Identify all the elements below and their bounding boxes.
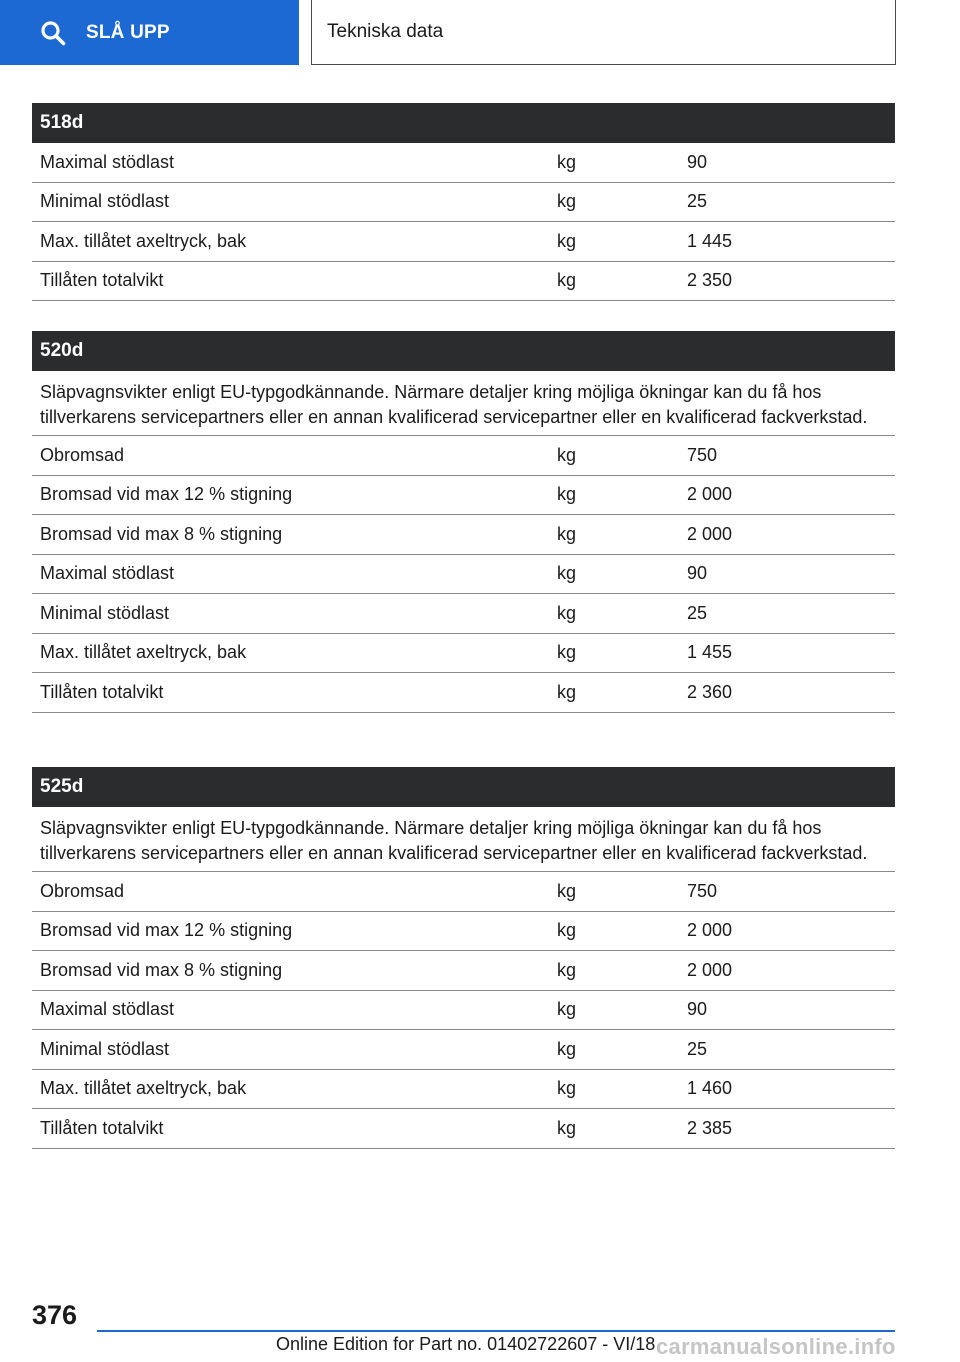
row-unit: kg xyxy=(557,920,577,941)
row-label: Max. tillåtet axeltryck, bak xyxy=(40,230,247,251)
row-label: Bromsad vid max 8 % stigning xyxy=(40,959,283,980)
table-row xyxy=(32,262,895,302)
table-row xyxy=(32,1109,895,1149)
row-value: 2 385 xyxy=(687,1117,733,1138)
row-label: Bromsad vid max 12 % stigning xyxy=(40,920,293,941)
row-unit: kg xyxy=(557,999,577,1020)
chapter-title: Tekniska data xyxy=(311,0,896,65)
row-unit: kg xyxy=(557,523,577,544)
row-value: 90 xyxy=(687,151,708,172)
row-label: Tillåten totalvikt xyxy=(40,1117,164,1138)
table-row xyxy=(32,1070,895,1110)
search-button-label: SLÅ UPP xyxy=(86,21,170,43)
table-row xyxy=(32,515,895,555)
table-row xyxy=(32,594,895,634)
table-row xyxy=(32,143,895,183)
row-label: Minimal stödlast xyxy=(40,602,170,623)
row-label: Minimal stödlast xyxy=(40,191,170,212)
row-unit: kg xyxy=(557,880,577,901)
row-label: Bromsad vid max 12 % stigning xyxy=(40,484,293,505)
row-value: 1 445 xyxy=(687,230,733,251)
row-value: 2 360 xyxy=(687,681,733,702)
row-label: Max. tillåtet axeltryck, bak xyxy=(40,642,247,663)
row-label: Max. tillåtet axeltryck, bak xyxy=(40,1078,247,1099)
section-heading: 520d xyxy=(32,331,895,371)
page-number: 376 xyxy=(32,1300,78,1330)
row-unit: kg xyxy=(557,230,577,251)
row-unit: kg xyxy=(557,1038,577,1059)
row-label: Bromsad vid max 8 % stigning xyxy=(40,523,283,544)
table-row xyxy=(32,872,895,912)
row-label: Tillåten totalvikt xyxy=(40,681,164,702)
watermark: carmanualsonline.info xyxy=(656,1334,896,1359)
row-unit: kg xyxy=(557,602,577,623)
row-unit: kg xyxy=(557,1117,577,1138)
footer-edition-text: Online Edition for Part no. 01402722607 - VI/18 xyxy=(276,1334,656,1354)
footer-divider xyxy=(97,1330,895,1332)
row-label: Tillåten totalvikt xyxy=(40,270,164,291)
section-heading: 525d xyxy=(32,767,895,807)
table-row xyxy=(32,476,895,516)
section-525d xyxy=(32,767,895,1149)
table-row xyxy=(32,634,895,674)
section-description: Släpvagnsvikter enligt EU-typgodkännande. Närmare detaljer kring möjliga ökningar kan du få hos tillverkarens servicepartners eller en annan kvalificerad servicepartner eller en kvalificerad fackverkstad. xyxy=(32,371,895,436)
row-value: 2 350 xyxy=(687,270,733,291)
row-value: 750 xyxy=(687,880,718,901)
table-row xyxy=(32,555,895,595)
row-value: 1 460 xyxy=(687,1078,733,1099)
table-row xyxy=(32,436,895,476)
row-label: Minimal stödlast xyxy=(40,1038,170,1059)
row-unit: kg xyxy=(557,151,577,172)
row-unit: kg xyxy=(557,270,577,291)
row-unit: kg xyxy=(557,191,577,212)
row-value: 750 xyxy=(687,444,718,465)
section-heading: 518d xyxy=(32,103,895,143)
row-value: 90 xyxy=(687,563,708,584)
row-value: 90 xyxy=(687,999,708,1020)
table-row xyxy=(32,991,895,1031)
section-518d xyxy=(32,103,895,301)
row-unit: kg xyxy=(557,1078,577,1099)
row-value: 1 455 xyxy=(687,642,733,663)
search-icon xyxy=(40,20,66,46)
row-value: 2 000 xyxy=(687,484,733,505)
table-row xyxy=(32,222,895,262)
row-value: 25 xyxy=(687,191,708,212)
table-row xyxy=(32,183,895,223)
table-row xyxy=(32,673,895,713)
section-520d xyxy=(32,331,895,713)
table-row xyxy=(32,912,895,952)
row-unit: kg xyxy=(557,444,577,465)
row-value: 2 000 xyxy=(687,523,733,544)
search-button[interactable] xyxy=(0,0,299,65)
row-unit: kg xyxy=(557,959,577,980)
row-unit: kg xyxy=(557,563,577,584)
table-row xyxy=(32,1030,895,1070)
row-value: 25 xyxy=(687,1038,708,1059)
table-row xyxy=(32,951,895,991)
row-label: Maximal stödlast xyxy=(40,563,175,584)
row-value: 2 000 xyxy=(687,920,733,941)
section-description: Släpvagnsvikter enligt EU-typgodkännande. Närmare detaljer kring möjliga ökningar kan du få hos tillverkarens servicepartners eller en annan kvalificerad servicepartner eller en kvalificerad fackverkstad. xyxy=(32,807,895,872)
row-label: Obromsad xyxy=(40,880,125,901)
row-value: 2 000 xyxy=(687,959,733,980)
row-unit: kg xyxy=(557,642,577,663)
row-label: Maximal stödlast xyxy=(40,999,175,1020)
row-value: 25 xyxy=(687,602,708,623)
row-unit: kg xyxy=(557,681,577,702)
row-label: Maximal stödlast xyxy=(40,151,175,172)
row-unit: kg xyxy=(557,484,577,505)
row-label: Obromsad xyxy=(40,444,125,465)
